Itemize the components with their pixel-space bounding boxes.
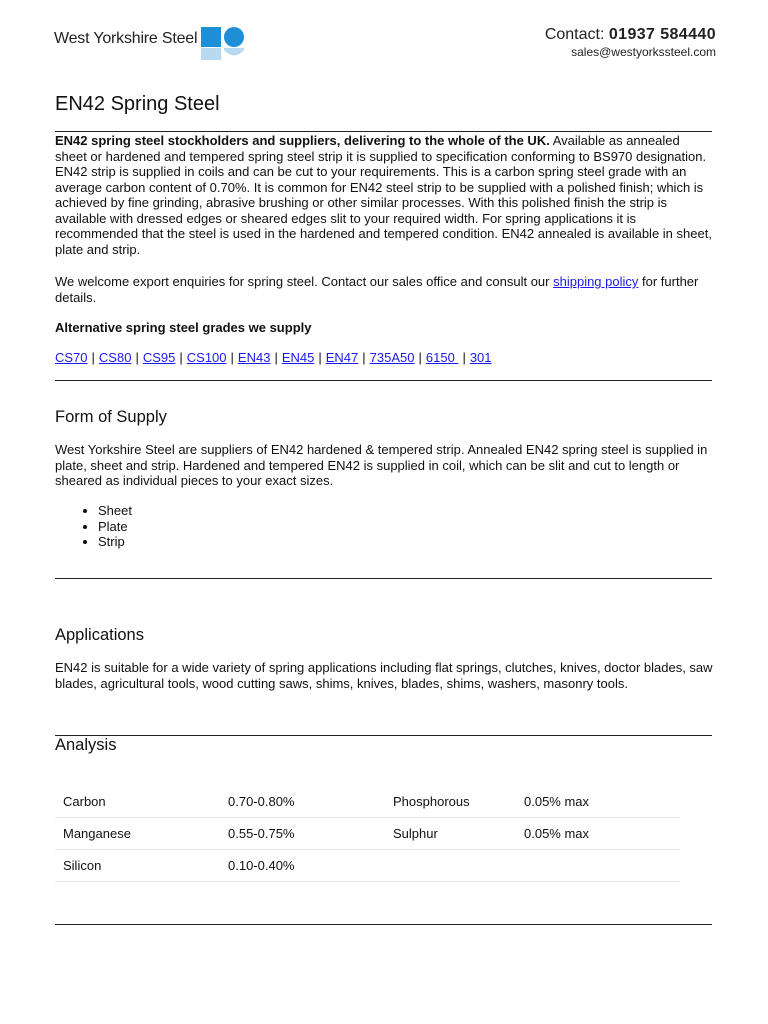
separator: | [462,350,466,365]
element-name: Phosphorous [385,786,516,818]
phone-number[interactable]: 01937 584440 [608,26,716,43]
intro-lead: EN42 spring steel stockholders and suppliers, delivering to the whole of the UK. [55,133,550,148]
export-text-end: for further details. [55,274,699,305]
separator: | [230,350,234,365]
supply-list [55,503,132,550]
grade-link-cs70[interactable]: CS70 [55,350,88,365]
applications-heading: Applications [55,626,144,644]
list-item: • Plate [98,519,132,535]
shipping-policy-link[interactable]: shipping policy [553,274,639,289]
grade-link-cs80[interactable]: CS80 [98,350,132,365]
company-name: West Yorkshire Steel [54,30,198,47]
element-name: Sulphur [385,818,516,850]
grade-link-en45[interactable]: EN45 [281,350,315,365]
grade-link-735a50[interactable]: 735A50 [369,350,415,365]
applications-text: EN42 is suitable for a wide variety of spring applications including flat springs, clutches, knives, doctor blades, saw blades, agricultural tools, wood cutting saws, shims, knives, blades, shims, washers, masonry tools. [55,660,713,691]
alternatives-heading: Alternative spring steel grades we supply [55,320,312,335]
intro-body: Available as annealed sheet or hardened and tempered spring steel strip it is supplied to specification conforming to BS970 designation. EN42 strip is supplied in coils and can be cut to your requirements. This is a carbon spring steel grade with an average carbon content of 0.70%. It is common for EN42 steel strip to be supplied with a polished finish; which is achieved by fine grinding, abrasive brushing or other similar processes. With this polished finish the strip is available with dressed edges or sheared edges slit to your required width. For spring applications it is recommended that the steel is used in the hardened and tempered condition. EN42 annealed is available in sheet, plate and strip. [55,133,712,257]
company-logo-icon [201,27,247,61]
divider [55,924,712,925]
list-item: • Strip [98,534,132,550]
separator: | [179,350,183,365]
separator: | [318,350,322,365]
separator: | [362,350,366,365]
grade-link-6150[interactable]: 6150 [425,350,459,365]
intro-paragraph [55,133,715,257]
grade-link-301[interactable]: 301 [469,350,492,365]
grade-link-en43[interactable]: EN43 [237,350,271,365]
element-value: 0.05% max [516,818,680,850]
page-header [0,0,768,70]
email-address[interactable]: sales@westyorkssteel.com [571,45,716,59]
divider [55,735,712,736]
element-value [516,850,680,882]
form-of-supply-heading: Form of Supply [55,408,167,426]
contact-label: Contact: [544,26,605,43]
element-value: 0.70-0.80% [220,786,385,818]
page-title: EN42 Spring Steel [55,93,220,115]
table-row [55,850,680,882]
element-value: 0.10-0.40% [220,850,385,882]
list-item: • Sheet [98,503,132,519]
grade-links [55,350,492,365]
divider [55,380,712,381]
export-text: We welcome export enquiries for spring steel. Contact our sales office and consult our [55,274,554,289]
separator: | [91,350,95,365]
contact-block [545,26,716,59]
element-name: Carbon [55,786,220,818]
grade-link-en47[interactable]: EN47 [325,350,359,365]
grade-link-cs100[interactable]: CS100 [186,350,227,365]
separator: | [135,350,139,365]
form-of-supply-text: West Yorkshire Steel are suppliers of EN42 hardened & tempered strip. Annealed EN42 spring steel is supplied in plate, sheet and strip. Hardened and tempered EN42 is supplied in coil, which can be slit and cut to length or sheared as individual pieces to your exact sizes. [55,442,708,488]
analysis-heading: Analysis [55,736,117,754]
table-row [55,818,680,850]
element-value: 0.05% max [516,786,680,818]
separator: | [274,350,278,365]
element-name [385,850,516,882]
analysis-table [55,786,680,882]
grade-link-cs95[interactable]: CS95 [142,350,176,365]
separator: | [418,350,422,365]
export-paragraph [55,274,715,305]
element-name: Silicon [55,850,220,882]
element-name: Manganese [55,818,220,850]
divider [55,578,712,579]
element-value: 0.55-0.75% [220,818,385,850]
table-row [55,786,680,818]
divider [55,131,712,132]
